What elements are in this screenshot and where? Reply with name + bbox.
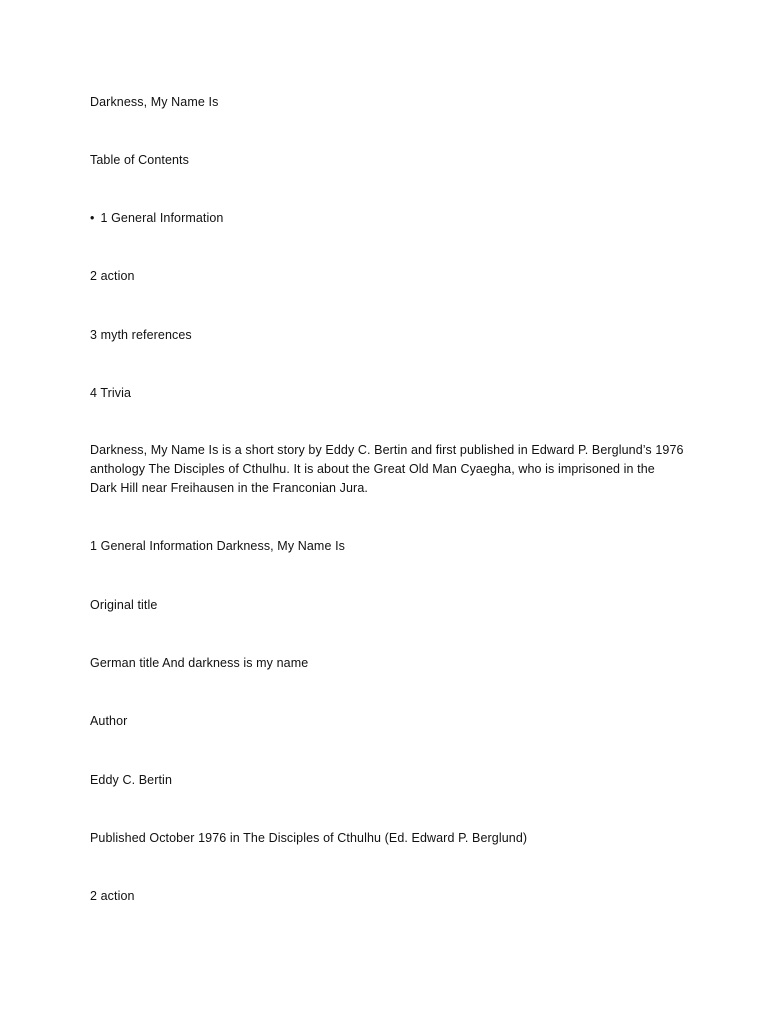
toc-heading: Table of Contents — [90, 153, 189, 167]
publication-info: Published October 1976 in The Disciples of Cthulhu (Ed. Edward P. Berglund) — [90, 831, 528, 845]
toc-item-action: 2 action — [90, 269, 135, 283]
original-title-label: Original title — [90, 598, 158, 612]
author-label: Author — [90, 714, 128, 728]
toc-item-myth-references: 3 myth references — [90, 328, 192, 342]
german-title: German title And darkness is my name — [90, 656, 309, 670]
toc-item-trivia: 4 Trivia — [90, 386, 132, 400]
toc-item-general-information — [90, 209, 223, 228]
author-name: Eddy C. Bertin — [90, 773, 172, 787]
toc-item-label: 1 General Information — [100, 211, 224, 225]
bullet-icon: • — [90, 211, 95, 225]
document-title: Darkness, My Name Is — [90, 95, 219, 109]
section-general-information-heading: 1 General Information Darkness, My Name Is — [90, 539, 345, 553]
intro-line: anthology The Disciples of Cthulhu. It is about the Great Old Man Cyaegha, who is imprisoned in the — [90, 462, 655, 476]
intro-line: Darkness, My Name Is is a short story by Eddy C. Bertin and first published in Edward P. Berglund’s 1976 — [90, 443, 684, 457]
intro-line: Dark Hill near Freihausen in the Franconian Jura. — [90, 481, 368, 495]
intro-paragraph — [90, 441, 690, 498]
section-action-heading: 2 action — [90, 889, 135, 903]
